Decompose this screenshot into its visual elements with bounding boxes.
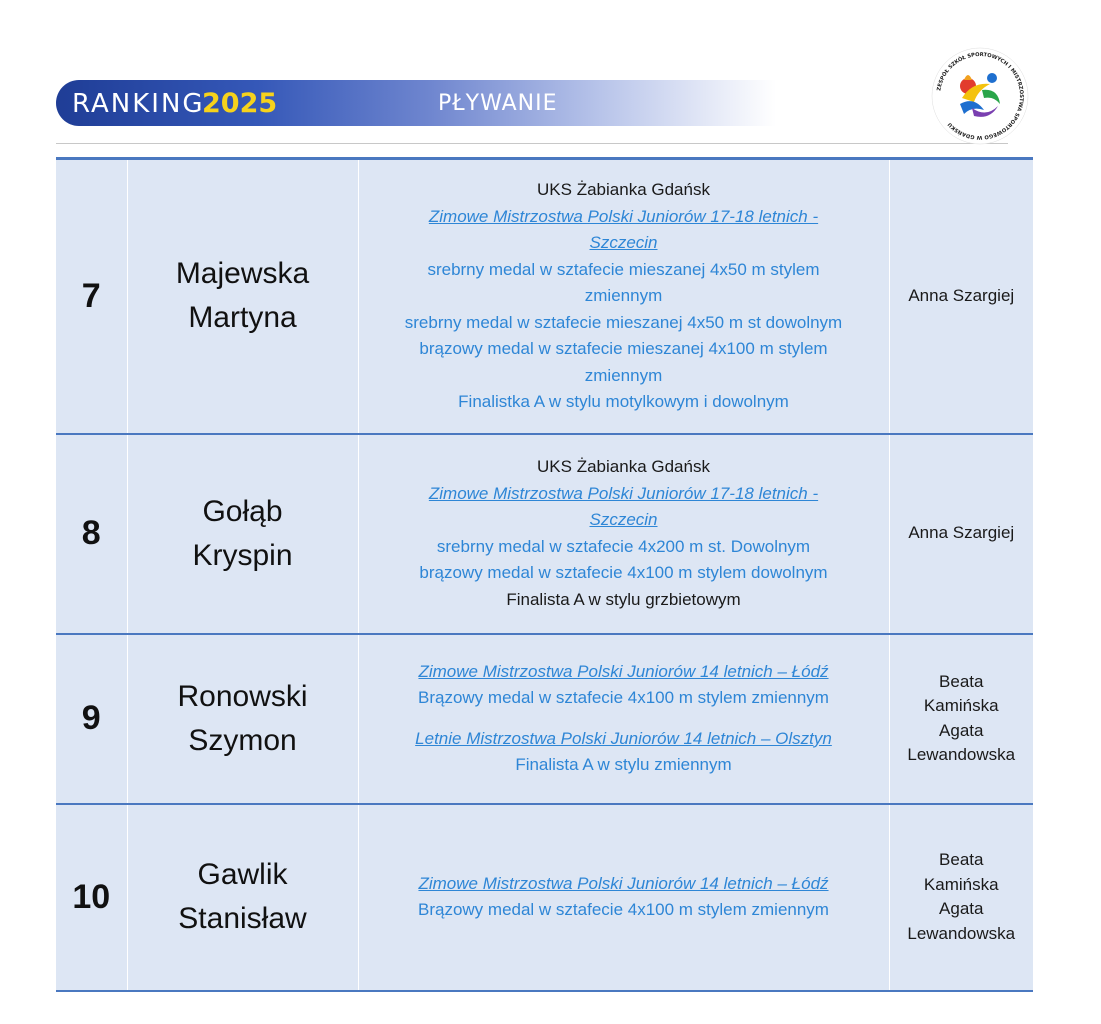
coach-name: Beata [939, 850, 984, 869]
result-line: Finalista A w stylu zmiennym [515, 755, 732, 774]
result-line: Brązowy medal w sztafecie 4x100 m stylem zmiennym [418, 688, 829, 707]
final-note: Finalista A w stylu grzbietowym [506, 589, 741, 609]
result-line: zmiennym [584, 286, 663, 305]
table-row [56, 434, 1033, 634]
coach-name: Kamińska [923, 874, 999, 894]
table-row [56, 159, 1033, 434]
athlete-name-cell [127, 434, 358, 634]
coach-name: Kamińska [923, 696, 999, 715]
coach-name: Beata [939, 671, 984, 691]
result-line: brązowy medal w sztafecie mieszanej 4x100 m stylem [419, 339, 828, 358]
event-link[interactable]: Zimowe Mistrzostwa Polski Juniorów 14 letnich – Łódź [418, 661, 829, 681]
rank-cell: 8 [56, 434, 127, 634]
athlete-surname: Gawlik [197, 858, 288, 891]
rank-cell: 9 [56, 634, 127, 804]
athlete-name-cell [127, 634, 358, 804]
result-line: brązowy medal w sztafecie 4x100 m stylem dowolnym [419, 563, 828, 582]
result-line: srebrny medal w sztafecie mieszanej 4x50 m st dowolnym [404, 312, 843, 332]
coach-cell [889, 634, 1033, 804]
header-banner [56, 80, 776, 126]
achievements-cell [358, 159, 889, 434]
school-logo [928, 44, 1032, 148]
result-line: zmiennym [584, 365, 663, 385]
result-line: srebrny medal w sztafecie 4x200 m st. Dowolnym [436, 536, 811, 556]
coach-name: Agata [939, 720, 984, 740]
rank-cell: 10 [56, 804, 127, 991]
athlete-surname: Gołąb [202, 494, 283, 528]
event-link[interactable]: Zimowe Mistrzostwa Polski Juniorów 17-18 letnich - [428, 206, 819, 226]
athlete-name-cell [127, 804, 358, 991]
athlete-surname: Ronowski [177, 679, 308, 713]
banner-ranking-word: RANKING [72, 89, 205, 119]
athlete-firstname: Kryspin [192, 538, 293, 572]
coach-name: Lewandowska [907, 745, 1016, 764]
coach-cell [889, 434, 1033, 634]
event-link[interactable]: Szczecin [589, 510, 658, 529]
achievements-cell [358, 434, 889, 634]
result-line: Brązowy medal w sztafecie 4x100 m stylem zmiennym [418, 900, 829, 919]
school-logo-icon [928, 44, 1032, 148]
event-link[interactable]: Zimowe Mistrzostwa Polski Juniorów 17-18 letnich - [428, 483, 819, 503]
athlete-firstname: Stanisław [178, 902, 307, 935]
coach-name: Anna Szargiej [908, 286, 1015, 305]
club-name: UKS Żabianka Gdańsk [537, 180, 710, 199]
svg-text:ZESPÓŁ SZKÓŁ SPORTOWYCH I MIST: ZESPÓŁ SZKÓŁ SPORTOWYCH I MISTRZOSTWA SPORTOWEGO W GDAŃSKU [936, 51, 1025, 141]
coach-name: Lewandowska [907, 923, 1016, 943]
athlete-surname: Majewska [175, 257, 310, 291]
club-name: UKS Żabianka Gdańsk [537, 457, 710, 476]
coach-name: Agata [939, 899, 984, 918]
athlete-firstname: Szymon [188, 723, 297, 757]
athlete-firstname: Martyna [188, 301, 297, 335]
event-link[interactable]: Szczecin [589, 233, 658, 252]
banner-discipline: PŁYWANIE [438, 91, 558, 116]
table-row [56, 804, 1033, 991]
coach-cell [889, 159, 1033, 434]
result-line: Finalistka A w stylu motylkowym i dowolnym [458, 392, 789, 411]
ranking-table [56, 157, 1033, 992]
rank-cell: 7 [56, 159, 127, 434]
achievements-cell [358, 634, 889, 804]
result-line: srebrny medal w sztafecie mieszanej 4x50 m stylem [427, 259, 820, 279]
header-divider [56, 143, 1008, 144]
achievements-cell [358, 804, 889, 991]
athlete-name-cell [127, 159, 358, 434]
line-spacer [365, 712, 883, 726]
coach-cell [889, 804, 1033, 991]
coach-name: Anna Szargiej [908, 523, 1015, 543]
table-row [56, 634, 1033, 804]
event-link[interactable]: Zimowe Mistrzostwa Polski Juniorów 14 letnich – Łódź [418, 873, 829, 893]
banner-year: 2025 [202, 88, 278, 119]
event-link[interactable]: Letnie Mistrzostwa Polski Juniorów 14 letnich – Olsztyn [415, 728, 832, 748]
